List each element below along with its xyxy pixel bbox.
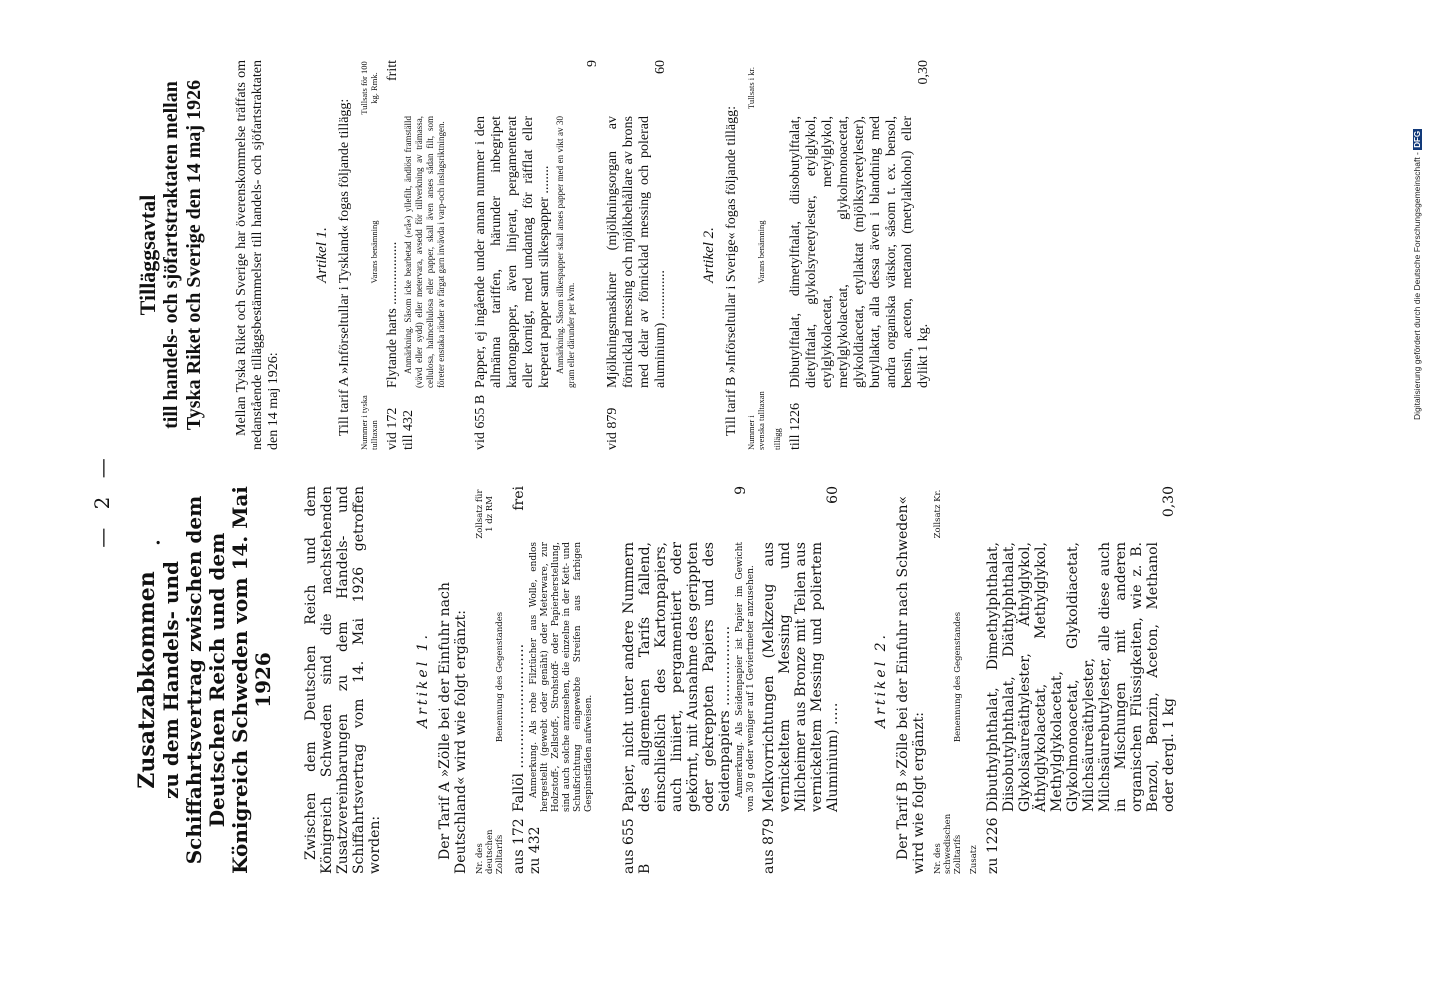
col-description-header: Varans benämning [756,220,766,284]
item-description: Dibutylftalat, dimetylftalat, diisobutylftalat, dietylftalat, glykolsyreetylester, etylglykol, etylglykolacetat, metylglykol, metylglykolacetat, glykolmonoacetat, glykoldiacetat, etyllaktat (mjölksyreetylester), butyllaktat, alla dessa även i blandning med andra organiska vätskor, såsom t. ex. bensol, bensin, aceton, metanol (metylalkohol) eller dylikt 1 kg. [788,116,931,388]
col-rate-header: Zollsatz Kr. [933,489,943,539]
table-row [761,486,841,874]
credit-text: Digitalisierung gefördert durch die Deutsche Forschungsgemeinschaft - [1412,152,1422,420]
swedish-article-1-table-header [359,60,379,450]
tariff-number: vid 879 [605,407,620,450]
col-number-header: Nummer i svenska tulltaxan [746,391,766,450]
col-description-header: Benennung des Gegenstandes [953,611,963,743]
duty-rate: 0,30 [916,60,931,85]
dfg-logo: DFG [1413,130,1422,148]
swedish-article-2-lead: Till tarif B »Införseltullar i Sverige« fogas följande tillägg: [724,106,739,436]
tariff-number: vid 655 B [473,394,488,450]
german-article-1-heading: Artikel 1. [415,632,431,728]
duty-rate: 9 [585,60,600,67]
col-number-header: Nr. des deutschen Zolltarifs [475,829,505,874]
german-article-2-table-header [933,486,963,874]
german-article-1-table-header [475,486,505,874]
item-description: Flytande harts .................. [385,241,400,388]
digitization-credit [1412,20,1422,420]
table-row [788,60,932,450]
swedish-intro: Mellan Tyska Riket och Sverige har överenskommelse träffats om nedanstående tilläggsbestämmelser till handels- och sjöfartstraktaten den 14 maj 1926: [234,60,281,450]
item-description: Mjölkningsmaskiner (mjölkningsorgan av förnicklad messing och mjölkbehållare av brons med delar av förnicklad messing och polerad aluminium) .............. [605,116,668,388]
item-description: Papper, ej ingående under annan nummer i den allmänna tariffen, härunder inbegripet kartongpapper, även linjerat, pergamenterat eller kornigt, med undantag för räfflat eller kreperat papper samt silkespapper ........ [473,116,552,388]
table-row [511,486,595,874]
swedish-subtitle: till handels- och sjöfartstraktaten mellan Tyska Riket och Sverige den 14 maj 1926 [160,79,205,431]
tariff-number: aus 172 zu 432 [511,818,543,874]
swedish-article-2-table-header [746,60,766,450]
swedish-title: Tilläggsavtal [135,194,160,316]
swedish-article-1-heading: Artikel 1. [314,227,330,283]
tariff-number: zu 1226 [985,817,1001,874]
tariff-number: aus 879 [761,818,777,874]
col-number-header: Nr. des schwedischen Zolltarifs [933,813,963,874]
item-description: Fallöl ............................ [511,643,527,812]
duty-rate: frei [511,486,527,511]
swedish-tillagg-row [772,60,782,450]
german-article-2-lead: Der Tarif B »Zölle bei der Einfuhr nach Schweden« wird wie folgt ergänzt: [895,495,927,874]
duty-rate: 0,30 [1161,486,1177,518]
duty-rate: fritt [385,60,400,81]
ink-dot: • [152,540,167,545]
table-row [605,60,669,450]
zusatz-label: Zusatz [969,845,979,874]
table-row [985,486,1177,874]
tillagg-label: tillägg [772,428,782,450]
item-note: Anmerkung. Als rohe Filztücher aus Wolle, endlos hergestellt (gewebt oder genäht) oder Meterware, zur Holzstoff-, Zellstoff-, Strohstoff- oder Papierherstellung, sind auch solche anzusehen, die einzelne in der Kett- und Schußrichtung eingewebte Streifen aus farbigen Gespinstfäden aufweisen. [529,542,594,812]
german-subtitle: zu dem Handels- und Schiffahrtsvertrag zwischen dem Deutschen Reich und dem Königreich Schweden vom 14. Mai 1926 [159,486,275,874]
tariff-number: till 1226 [788,402,803,450]
german-title: Zusatzabkommen [134,571,160,789]
german-article-1-lead: Der Tarif A »Zölle bei der Einfuhr nach Deutschland« wird wie folgt ergänzt: [437,582,469,874]
col-description-header: Varans benämning [369,220,379,284]
item-note: Anmärkning. Såsom icke bearbetad (»rå«) yllefilt, ändlöst framställd (vävd eller sydd) eller metervara, avsedd för tillverkning av trämassa, cellulosa, halmcellulosa eller papper, skall även anses sådan filt, som företer enstaka ränder av färgat garn invävda i varp-och inslagsriktningen. [403,116,446,388]
german-zusatz-row [969,486,979,874]
german-intro: Zwischen dem Deutschen Reich und dem Königreich Schweden sind die nachstehenden Zusatzvereinbarungen zu dem Handels- und Schiffahrtsvertrag vom 14. Mai 1926 getroffen worden: [303,486,383,874]
col-rate-header: Tullsats i kr. [746,67,756,109]
tariff-number: vid 172 till 432 [385,407,416,450]
table-row [473,60,601,450]
german-article-2-heading: Artikel 2. [873,632,889,728]
swedish-column [135,60,932,450]
swedish-article-1-lead: Till tarif A »Införseltullar i Tyskland« fogas följande tillägg: [337,98,352,436]
page-number: — 2 — [90,452,114,548]
table-row [621,486,757,874]
german-column [135,486,1177,874]
swedish-article-2-heading: Artikel 2. [701,227,717,283]
col-number-header: Nummer i tyska tulltaxan [359,395,379,450]
item-note: Anmärkning. Såsom silkespapper skall anses papper med en vikt av 30 gram eller därunder per kvm. [555,116,576,388]
item-note: Anmerkung. Als Seidenpapier ist Papier im Gewicht von 30 g oder weniger auf 1 Geviertmeter anzusehen. [735,542,756,812]
table-row [385,60,447,450]
item-description: Papier, nicht unter andere Nummern des allgemeinen Tarifs fallend, einschließlich des Kartonpapiers, auch liniiert, pergamentiert oder gekörnt, mit Ausnahme des gerippten oder gekreppten Papiers und des Seidenpapiers .................. [621,542,733,812]
col-rate-header: Zollsatz für 1 dz RM [475,489,495,539]
col-rate-header: Tullsats för 100 kg. Rmk. [359,61,379,115]
item-description: Melkvorrichtungen (Melkzeug aus vernickeltem Messing und Milcheimer aus Bronze mit Teilen aus vernickeltem Messing und poliertem Aluminium) ..... [761,542,841,812]
duty-rate: 60 [825,486,841,504]
item-description: Dibuthylphthalat, Dimethylphthalat, Diisobutylphthalat, Diäthylphthalat, Glykolsäureäthylester, Äthylglykol, Äthylglykolacetat, Methylglykol, Methylglykolacetat, Glykolmonoacetat, Glykoldiacetat, Milchsäureäthylester, Milchsäurebutylester, alle diese auch in Mischungen mit anderen organischen Flüssigkeiten, wie z. B. Benzol, Benzin, Aceton, Methanol oder dergl. 1 kg [985,542,1177,812]
tariff-number: aus 655 B [621,818,653,874]
duty-rate: 60 [653,60,668,74]
col-description-header: Benennung des Gegenstandes [495,611,505,743]
duty-rate: 9 [733,486,749,495]
